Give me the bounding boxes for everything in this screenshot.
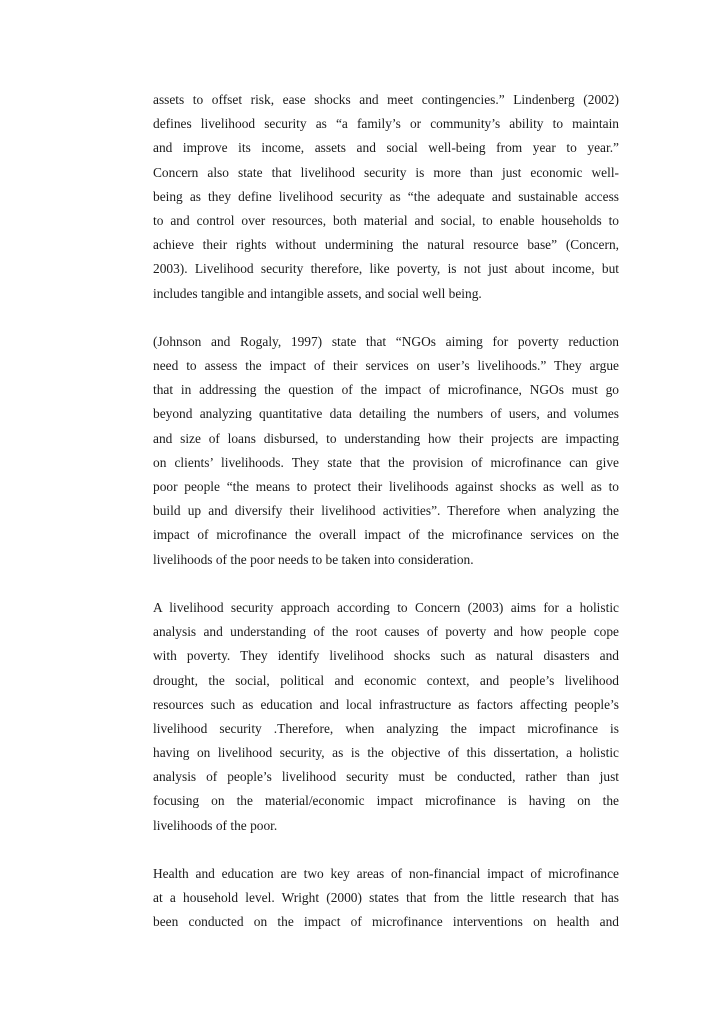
text-line: that in addressing the question of the impact of microfinance, NGOs must go xyxy=(153,382,619,398)
text-line: poor people “the means to protect their livelihoods against shocks as well as to xyxy=(153,479,619,494)
text-line: includes tangible and intangible assets, and social well being. xyxy=(153,285,482,301)
text-line: (Johnson and Rogaly, 1997) state that “NGOs aiming for poverty reduction xyxy=(153,333,619,349)
text-line: Health and education are two key areas of non-financial impact of microfinance xyxy=(153,866,619,881)
text-line: and size of loans disbursed, to understanding how their projects are impacting xyxy=(153,430,619,446)
text-line: livelihood security .Therefore, when analyzing the impact microfinance is xyxy=(153,720,619,736)
paragraph-livelihood-security-approach xyxy=(153,596,619,838)
text-line: on clients’ livelihoods. They state that the provision of microfinance can give xyxy=(153,454,619,470)
text-line: drought, the social, political and economic context, and people’s livelihood xyxy=(153,672,619,688)
text-line: beyond analyzing quantitative data detailing the numbers of users, and volumes xyxy=(153,406,619,422)
paragraph-johnson-rogaly xyxy=(153,330,619,572)
text-line: assets to offset risk, ease shocks and meet contingencies.” Lindenberg (2002) xyxy=(153,92,619,107)
document-body xyxy=(153,88,619,935)
text-line: and improve its income, assets and social well-being from year to year.” xyxy=(153,140,619,156)
text-line: A livelihood security approach according to Concern (2003) aims for a holistic xyxy=(153,599,619,615)
text-line: impact of microfinance the overall impact of the microfinance services on the xyxy=(153,527,619,543)
text-line: need to assess the impact of their services on user’s livelihoods.” They argue xyxy=(153,358,619,374)
text-line: focusing on the material/economic impact microfinance is having on the xyxy=(153,793,619,809)
text-line: having on livelihood security, as is the objective of this dissertation, a holistic xyxy=(153,745,619,761)
paragraph-health-education xyxy=(153,862,619,935)
text-line: livelihoods of the poor. xyxy=(153,817,278,833)
paragraph-livelihood-definition xyxy=(153,88,619,306)
text-line: build up and diversify their livelihood activities”. Therefore when analyzing the xyxy=(153,503,619,519)
text-line: at a household level. Wright (2000) states that from the little research that has xyxy=(153,890,619,906)
text-line: analysis of people’s livelihood security must be conducted, rather than just xyxy=(153,769,619,785)
text-line: with poverty. They identify livelihood shocks such as natural disasters and xyxy=(153,648,619,664)
text-line: 2003). Livelihood security therefore, like poverty, is not just about income, but xyxy=(153,261,619,277)
text-line: resources such as education and local infrastructure as factors affecting people’s xyxy=(153,696,619,712)
text-line: defines livelihood security as “a family’s or community’s ability to maintain xyxy=(153,116,619,132)
text-line: been conducted on the impact of microfinance interventions on health and xyxy=(153,914,619,930)
text-line: analysis and understanding of the root causes of poverty and how people cope xyxy=(153,624,619,640)
text-line: livelihoods of the poor needs to be taken into consideration. xyxy=(153,551,474,567)
text-line: being as they define livelihood security as “the adequate and sustainable access xyxy=(153,188,619,204)
text-line: Concern also state that livelihood security is more than just economic well- xyxy=(153,164,619,180)
text-line: achieve their rights without undermining the natural resource base” (Concern, xyxy=(153,237,619,253)
text-line: to and control over resources, both material and social, to enable households to xyxy=(153,212,619,228)
